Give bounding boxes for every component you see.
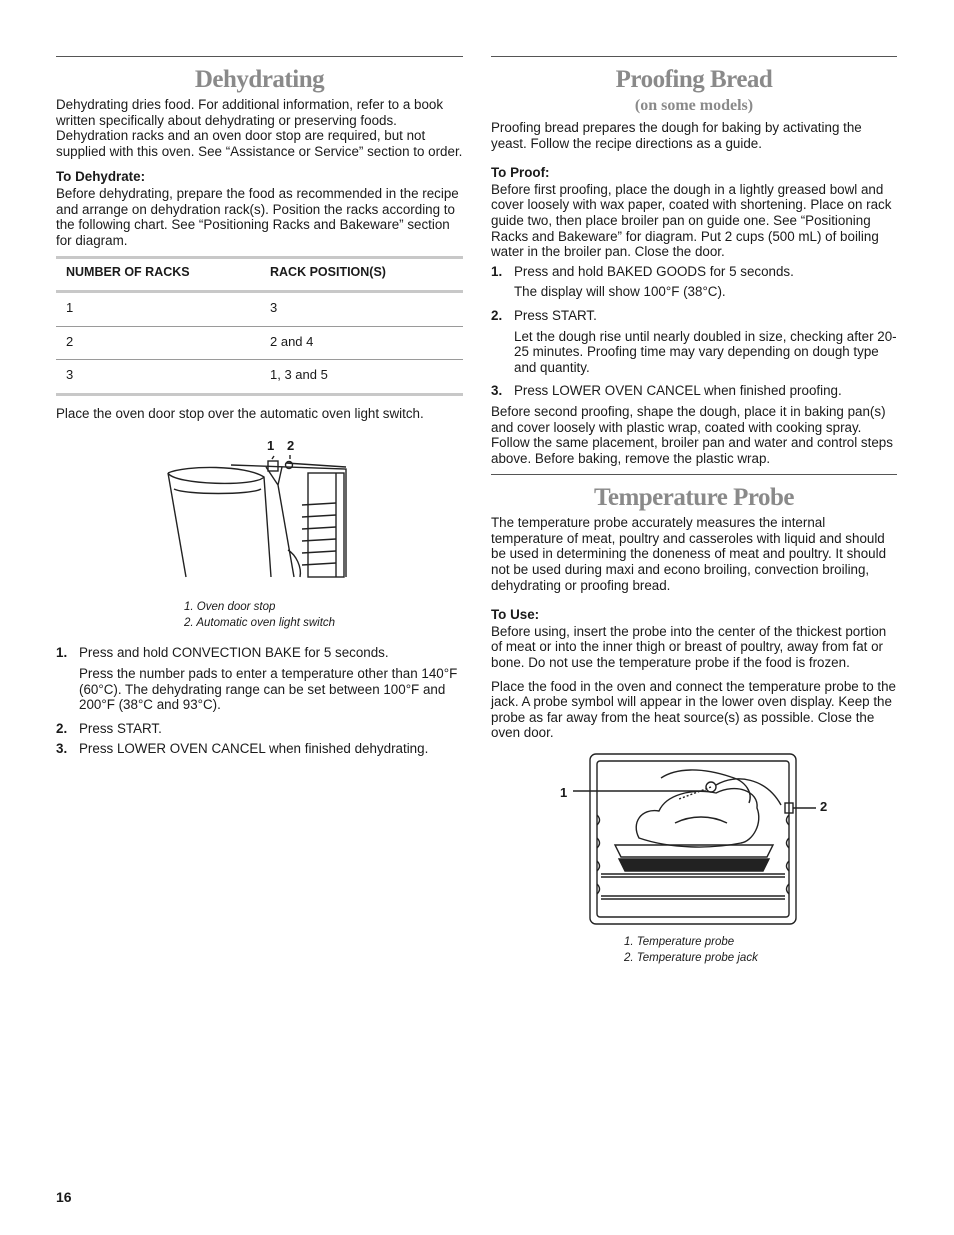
- step-text: Press LOWER OVEN CANCEL when finished dehydrating.: [79, 741, 429, 757]
- section-divider: [491, 474, 897, 475]
- oven-door-stop-figure: [56, 435, 463, 613]
- dehydrating-title: Dehydrating: [194, 66, 325, 93]
- temperature-probe-figure: [491, 753, 897, 928]
- page-number: 16: [56, 1189, 72, 1205]
- proofing-subtitle: (on some models): [634, 97, 754, 114]
- step-number: 2.: [491, 307, 503, 323]
- rack-position-table: [56, 256, 463, 395]
- table-row: [56, 360, 463, 395]
- section-divider: [491, 56, 897, 57]
- step-text: Press START.: [514, 307, 597, 323]
- second-proofing: Before second proofing, shape the dough, place it in baking pan(s) and cover loosely with plastic wrap, coated with cooking spray. Follow the same placement, broiler pan and water and control steps above. Before baking, remove the plastic wrap.: [491, 403, 893, 466]
- table-cell: 3: [260, 291, 463, 326]
- step-text: Press and hold BAKED GOODS for 5 seconds.: [514, 263, 794, 279]
- to-use-heading: To Use:: [491, 607, 540, 623]
- table-cell: 2: [56, 326, 260, 360]
- step-text: Press START.: [79, 720, 162, 736]
- to-proof-heading: To Proof:: [491, 165, 550, 181]
- callout-2: 2: [820, 799, 828, 814]
- table-cell: 3: [56, 360, 260, 395]
- to-dehydrate-heading: To Dehydrate:: [56, 169, 146, 185]
- dehydrate-steps: [56, 645, 463, 757]
- callout-2: 2: [287, 438, 295, 454]
- table-cell: 1, 3 and 5: [260, 360, 463, 395]
- header-rack-positions: RACK POSITION(S): [260, 258, 463, 292]
- left-column: [56, 56, 463, 762]
- list-item: [491, 308, 897, 375]
- dehydrate-instructions: Before dehydrating, prepare the food as recommended in the recipe and arrange on dehydration rack(s). Position the racks according to the following chart. See “Positioning Racks and Bakeware” section for diagram.: [56, 185, 459, 248]
- proofing-title: Proofing Bread: [615, 66, 773, 93]
- callout-1: 1: [267, 438, 275, 454]
- probe-para-2: Place the food in the oven and connect the temperature probe to the jack. A probe symbol will appear in the lower oven display. Keep the probe as far away from the heat source(s) as possible. Close the oven door.: [491, 678, 896, 741]
- table-header-row: [56, 258, 463, 292]
- list-item: [56, 645, 463, 712]
- proof-instructions: Before first proofing, place the dough in a lightly greased bowl and cover loosely with wax paper, coated with shortening. Place on rack guide two, then place broiler pan on guide one. See “Positioning Racks and Bakeware” for diagram. Put 2 cups (500 mL) of boiling water in the broiler pan. Close the door.: [491, 181, 892, 260]
- list-item: [491, 383, 897, 399]
- caption-oven-door-stop: 1. Oven door stop: [184, 601, 276, 614]
- door-stop-note: Place the oven door stop over the automatic oven light switch.: [56, 405, 424, 421]
- caption-temperature-probe: 1. Temperature probe: [624, 936, 735, 948]
- header-number-of-racks: NUMBER OF RACKS: [56, 258, 260, 292]
- probe-title: Temperature Probe: [593, 484, 795, 512]
- right-column: [491, 56, 897, 966]
- table-cell: 1: [56, 291, 260, 326]
- caption-light-switch: 2. Automatic oven light switch: [184, 617, 336, 630]
- caption-probe-jack: 2. Temperature probe jack: [624, 952, 758, 964]
- probe-intro: The temperature probe accurately measures the internal temperature of meat, poultry and casseroles with liquid and should be used in determining the doneness of meat and poultry. It should not be used during maxi and econo broiling, convection broiling, dehydrating or proofing bread.: [491, 515, 887, 593]
- step-text: Press LOWER OVEN CANCEL when finished proofing.: [514, 383, 842, 399]
- section-divider: [56, 56, 463, 57]
- step-number: 3.: [491, 383, 503, 399]
- probe-para-1: Before using, insert the probe into the center of the thickest portion of meat or into the inner thigh or breast of poultry, away from fat or bone. Do not use the temperature probe if the food is frozen.: [491, 623, 887, 671]
- oven-door-illustration: [56, 455, 463, 605]
- dehydrating-intro: Dehydrating dries food. For additional information, refer to a book written specifically about dehydrating or preserving foods. Dehydration racks and an oven door stop are required, but not supplied with this oven. See “Assistance or Service” section to order.: [56, 97, 463, 159]
- oven-probe-illustration: [491, 753, 897, 928]
- figure-captions: [624, 934, 897, 966]
- list-item: [56, 741, 463, 757]
- step-number: 1.: [56, 645, 68, 661]
- callout-1: 1: [560, 785, 568, 800]
- list-item: [491, 264, 897, 300]
- step-text: Press and hold CONVECTION BAKE for 5 seconds.: [79, 645, 389, 661]
- proofing-intro: Proofing bread prepares the dough for baking by activating the yeast. Follow the recipe directions as a guide.: [491, 120, 862, 151]
- step-number: 1.: [491, 263, 503, 279]
- list-item: [56, 721, 463, 737]
- table-row: [56, 326, 463, 360]
- step-detail: The display will show 100°F (38°C).: [514, 284, 726, 300]
- step-detail: Let the dough rise until nearly doubled in size, checking after 20-25 minutes. Proofing time may vary depending on dough type and quantity.: [514, 328, 897, 375]
- table-row: [56, 291, 463, 326]
- step-detail: Press the number pads to enter a temperature other than 140°F (60°C). The dehydrating range can be set between 100°F and 200°F (38°C and 93°C).: [79, 665, 458, 713]
- step-number: 2.: [56, 720, 68, 736]
- proof-steps: [491, 264, 897, 399]
- step-number: 3.: [56, 741, 68, 757]
- table-cell: 2 and 4: [260, 326, 463, 360]
